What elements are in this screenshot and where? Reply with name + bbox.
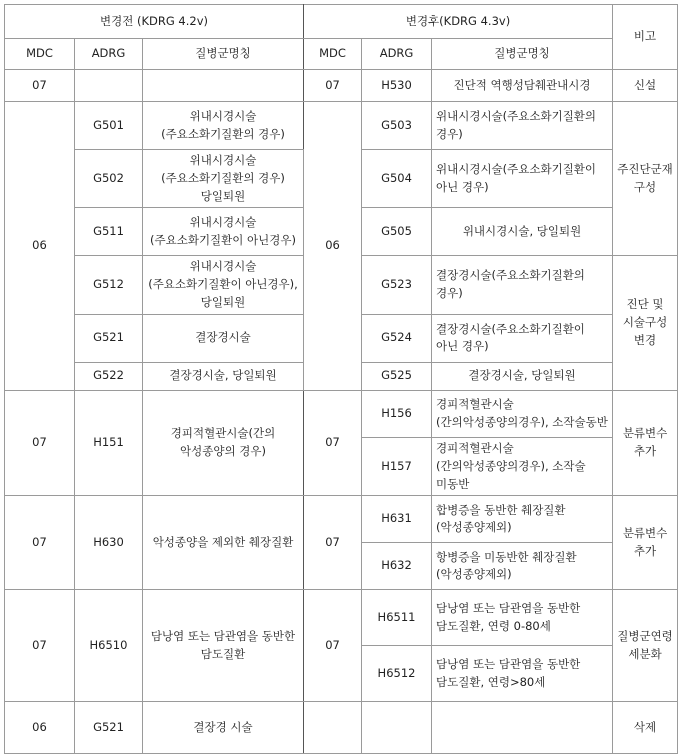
- before-mdc: 07: [5, 590, 75, 702]
- header-after-name: 질병군명칭: [432, 39, 613, 70]
- after-adrg: H6511: [362, 590, 432, 646]
- after-adrg: [362, 702, 432, 754]
- before-name: 결장경 시술: [143, 702, 304, 754]
- before-name: 위내시경시술(주요소화기질환이 아닌경우),당일퇴원: [143, 256, 304, 314]
- before-adrg: H151: [75, 390, 143, 495]
- after-adrg: H632: [362, 543, 432, 590]
- after-name: 진단적 역행성담췌관내시경: [432, 70, 613, 102]
- header-remark: 비고: [613, 5, 678, 70]
- header-before-adrg: ADRG: [75, 39, 143, 70]
- before-name: 위내시경시술(주요소화기질환이 아닌경우): [143, 208, 304, 256]
- after-mdc: 07: [304, 70, 362, 102]
- after-name: 담낭염 또는 담관염을 동반한 담도질환, 연령>80세: [432, 646, 613, 702]
- after-name: 경피적혈관시술(간의악성종양의경우), 소작술 미동반: [432, 437, 613, 495]
- table-row: [5, 496, 678, 543]
- remark: 분류변수 추가: [613, 390, 678, 495]
- table-row: [5, 590, 678, 646]
- before-adrg: G521: [75, 702, 143, 754]
- after-name: 결장경시술, 당일퇴원: [432, 362, 613, 390]
- before-adrg: G521: [75, 314, 143, 362]
- header-before: 변경전 (KDRG 4.2v): [5, 5, 304, 39]
- before-name: 결장경시술, 당일퇴원: [143, 362, 304, 390]
- after-mdc: 07: [304, 590, 362, 702]
- after-name: 합병증을 동반한 췌장질환(악성종양제외): [432, 496, 613, 543]
- header-before-name: 질병군명칭: [143, 39, 304, 70]
- after-adrg: H156: [362, 390, 432, 437]
- after-adrg: H631: [362, 496, 432, 543]
- table-row: [5, 702, 678, 754]
- header-after-adrg: ADRG: [362, 39, 432, 70]
- before-name: 위내시경시술(주요소화기질환의 경우)당일퇴원: [143, 150, 304, 208]
- before-name: 경피적혈관시술(간의 악성종양의 경우): [143, 390, 304, 495]
- after-name: 경피적혈관시술(간의악성종양의경우), 소작술동반: [432, 390, 613, 437]
- after-adrg: H157: [362, 437, 432, 495]
- remark: 질병군연령세분화: [613, 590, 678, 702]
- before-adrg: [75, 70, 143, 102]
- before-adrg: G512: [75, 256, 143, 314]
- after-adrg: G523: [362, 256, 432, 314]
- after-mdc: 07: [304, 496, 362, 590]
- table-row: [5, 102, 678, 150]
- before-mdc: 07: [5, 70, 75, 102]
- before-adrg: G522: [75, 362, 143, 390]
- before-name: 결장경시술: [143, 314, 304, 362]
- remark: 주진단군재구성: [613, 102, 678, 256]
- before-mdc: 07: [5, 496, 75, 590]
- before-name: 악성종양을 제외한 췌장질환: [143, 496, 304, 590]
- after-adrg: H6512: [362, 646, 432, 702]
- after-adrg: G505: [362, 208, 432, 256]
- table-row: [5, 390, 678, 437]
- before-mdc: 07: [5, 390, 75, 495]
- after-name: 위내시경시술(주요소화기질환의 경우): [432, 102, 613, 150]
- remark: 진단 및 시술구성 변경: [613, 256, 678, 390]
- after-name: [432, 702, 613, 754]
- before-name: 위내시경시술(주요소화기질환의 경우): [143, 102, 304, 150]
- kdrg-comparison-table: [4, 4, 678, 754]
- before-adrg: H6510: [75, 590, 143, 702]
- after-name: 결장경시술(주요소화기질환의 경우): [432, 256, 613, 314]
- after-mdc: 07: [304, 390, 362, 495]
- after-mdc: [304, 702, 362, 754]
- before-adrg: G501: [75, 102, 143, 150]
- after-name: 항병증을 미동반한 췌장질환(악성종양제외): [432, 543, 613, 590]
- before-mdc: 06: [5, 702, 75, 754]
- before-adrg: G511: [75, 208, 143, 256]
- before-name: [143, 70, 304, 102]
- after-adrg: G524: [362, 314, 432, 362]
- remark: 신설: [613, 70, 678, 102]
- after-name: 위내시경시술, 당일퇴원: [432, 208, 613, 256]
- after-name: 결장경시술(주요소화기질환이 아닌 경우): [432, 314, 613, 362]
- after-mdc: 06: [304, 102, 362, 391]
- before-mdc: 06: [5, 102, 75, 391]
- header-after: 변경후(KDRG 4.3v): [304, 5, 613, 39]
- header-before-mdc: MDC: [5, 39, 75, 70]
- after-name: 담낭염 또는 담관염을 동반한 담도질환, 연령 0-80세: [432, 590, 613, 646]
- table-row: [5, 70, 678, 102]
- before-name: 담낭염 또는 담관염을 동반한 담도질환: [143, 590, 304, 702]
- remark: 분류변수 추가: [613, 496, 678, 590]
- after-adrg: G504: [362, 150, 432, 208]
- before-adrg: H630: [75, 496, 143, 590]
- after-adrg: H530: [362, 70, 432, 102]
- after-name: 위내시경시술(주요소화기질환이 아닌 경우): [432, 150, 613, 208]
- remark: 삭제: [613, 702, 678, 754]
- before-adrg: G502: [75, 150, 143, 208]
- header-after-mdc: MDC: [304, 39, 362, 70]
- after-adrg: G503: [362, 102, 432, 150]
- after-adrg: G525: [362, 362, 432, 390]
